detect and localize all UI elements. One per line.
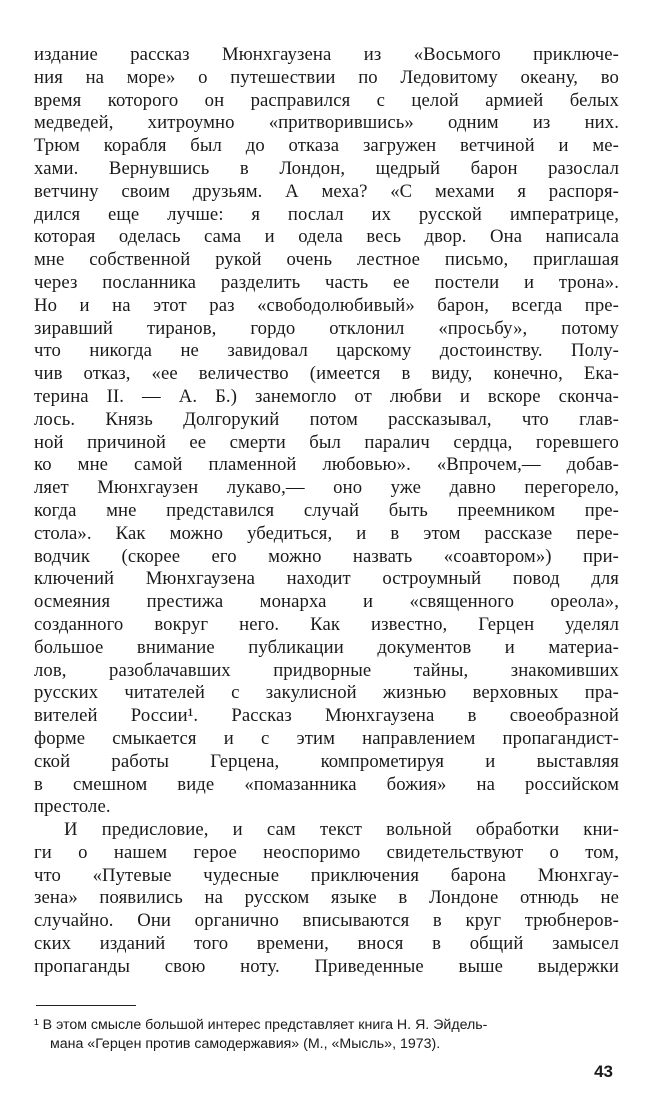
text-line: время которого он расправился с целой армией белых (34, 89, 619, 111)
text-line: Трюм корабля был до отказа загружен ветчиной и ме- (34, 135, 619, 157)
footnote-divider (36, 1005, 136, 1006)
text-line: пропаганды свою ноту. Приведенные выше выдержки (34, 955, 619, 977)
paragraph-2 (34, 819, 619, 979)
text-line: ключений Мюнхгаузена находит остроумный повод для (34, 568, 619, 590)
footnote-line: мана «Герцен против самодержавия» (М., «Мысль», 1973). (50, 1036, 441, 1052)
text-line: ния на море» о путешествии по Ледовитому океану, во (34, 66, 619, 88)
text-line: ляет Мюнхгаузен лукаво,— оно уже давно перегорело, (34, 477, 619, 499)
text-line: когда мне представился случай быть преемником пре- (34, 499, 619, 521)
text-line: чив отказ, «ее величество (имеется в виду, конечно, Ека- (34, 363, 619, 385)
text-line: дился еще лучше: я послал их русской императрице, (34, 203, 619, 225)
page-number: 43 (594, 1062, 613, 1081)
text-line: ко мне самой пламенной любовью». «Впрочем,— добав- (34, 454, 619, 476)
text-line: ной причиной ее смерти был паралич сердца, горевшего (34, 431, 619, 453)
footnote-line: ¹ В этом смысле большой интерес представляет книга Н. Я. Эйдель- (34, 1017, 488, 1033)
text-line: что никогда не завидовал царскому достоинству. Полу- (34, 340, 619, 362)
text-line: издание рассказ Мюнхгаузена из «Восьмого приключе- (34, 44, 619, 65)
text-line: зиравший тиранов, гордо отклонил «просьбу», потому (34, 317, 619, 339)
text-line: терина II. — А. Б.) занемогло от любви и вскоре сконча- (34, 385, 619, 407)
text-line: случайно. Они органично вписываются в круг трюбнеров- (34, 910, 619, 932)
text-line: большое внимание публикации документов и материа- (34, 636, 619, 658)
text-line: И предисловие, и сам текст вольной обработки кни- (64, 819, 619, 841)
text-line: зена» появились на русском языке в Лондоне отнюдь не (34, 887, 619, 909)
text-line: форме смыкается и с этим направлением пропагандист- (34, 727, 619, 749)
text-line: ги о нашем герое неоспоримо свидетельствуют о том, (34, 841, 619, 863)
text-line: ветчину своим друзьям. А меха? «С мехами я распоря- (34, 180, 619, 202)
text-line: лось. Князь Долгорукий потом рассказывал, что глав- (34, 408, 619, 430)
text-line: которая оделась сама и одела весь двор. Она написала (34, 226, 619, 248)
text-line: Но и на этот раз «свободолюбивый» барон, всегда пре- (34, 294, 619, 316)
text-line: в смешном виде «помазанника божия» на российском (34, 773, 619, 795)
text-line: ской работы Герцена, компрометируя и выставляя (34, 750, 619, 772)
paragraph-1 (34, 44, 619, 819)
text-line: хами. Вернувшись в Лондон, щедрый барон разослал (34, 157, 619, 179)
text-line: ских изданий того времени, внося в общий замысел (34, 933, 619, 955)
text-line: через посланника разделить часть ее постели и трона». (34, 271, 619, 293)
text-line: созданного вокруг него. Как известно, Герцен уделял (34, 613, 619, 635)
text-line: лов, разоблачавших придворные тайны, знакомивших (34, 659, 619, 681)
text-line: что «Путевые чудесные приключения барона Мюнхгау- (34, 864, 619, 886)
text-line: водчик (скорее его можно назвать «соавтором») при- (34, 545, 619, 567)
text-line: мне собственной рукой очень лестное письмо, приглашая (34, 249, 619, 271)
text-line: вителей России¹. Рассказ Мюнхгаузена в своеобразной (34, 705, 619, 727)
text-line: медведей, хитроумно «притворившись» одним из них. (34, 112, 619, 134)
text-line: престоле. (34, 796, 111, 818)
body-text (34, 44, 619, 979)
text-line: русских читателей с закулисной жизнью верховных пра- (34, 682, 619, 704)
text-line: стола». Как можно убедиться, и в этом рассказе пере- (34, 522, 619, 544)
footnotes (34, 1016, 619, 1054)
text-line: осмеяния престижа монарха и «священного ореола», (34, 591, 619, 613)
